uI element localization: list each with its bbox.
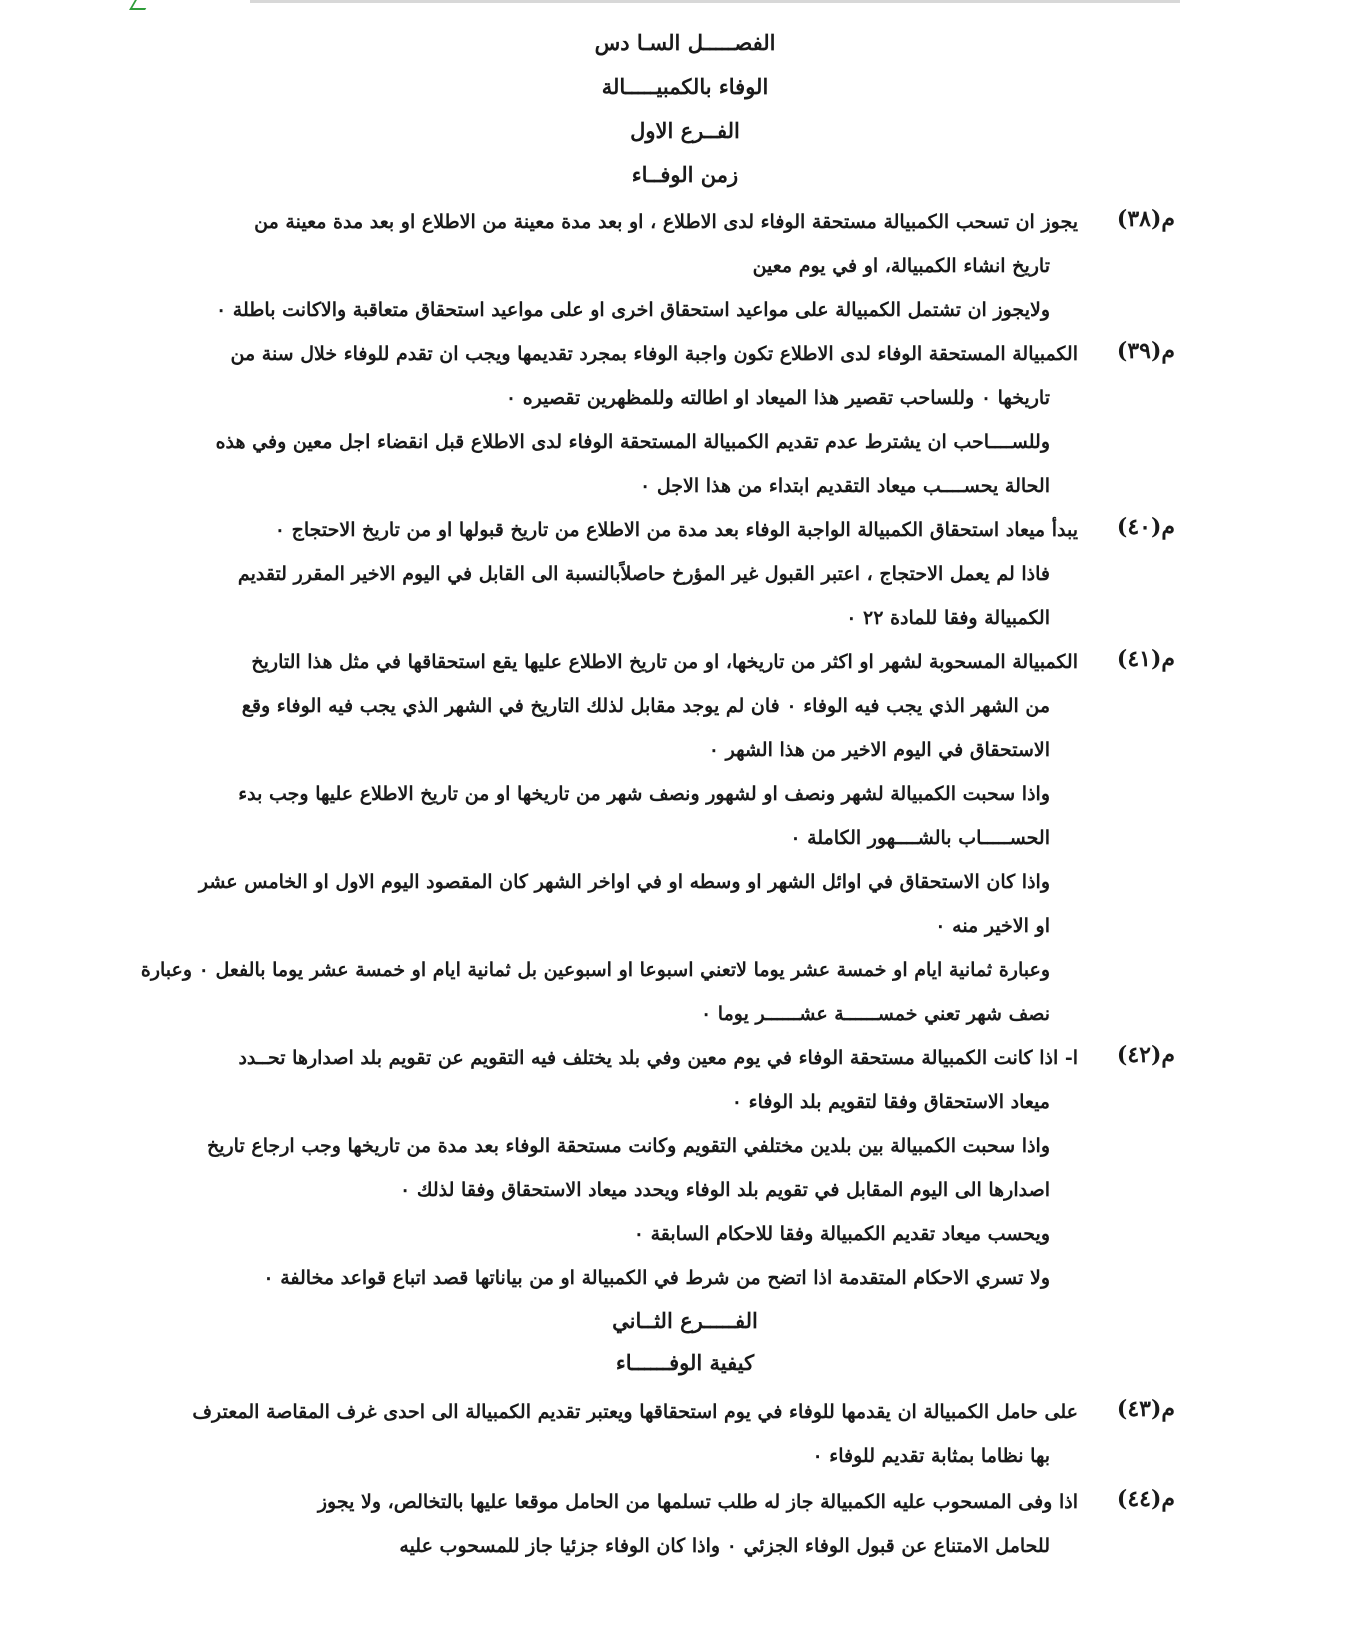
section2-heading: الفـــــرع الثــاني <box>612 1308 758 1333</box>
article-line: الحالة يحســــب ميعاد التقديم ابتداء من هذا الاجل ٠ <box>640 475 1050 497</box>
article-number: م(٤٠) <box>1116 514 1175 540</box>
section2-title: كيفية الوفــــــاء <box>615 1350 755 1375</box>
article-line: واذا سحبت الكمبيالة بين بلدين مختلفي التقويم وكانت مستحقة الوفاء بعد مدة من تاريخها وجب ارجاع تاريخ <box>206 1135 1050 1157</box>
article-line: الكمبيالة المسحوبة لشهر او اكثر من تاريخها، او من تاريخ الاطلاع عليها يقع استحقاقها في مثل هذا التاريخ <box>251 651 1078 673</box>
article-line: الكمبيالة وفقا للمادة ٢٢ ٠ <box>846 607 1050 629</box>
article-number: م(٤٣) <box>1116 1396 1175 1422</box>
section1-title: زمن الوفــاء <box>631 162 739 187</box>
corner-check-mark <box>129 0 151 10</box>
article-line: وللســــاحب ان يشترط عدم تقديم الكمبيالة المستحقة الوفاء لدى الاطلاع قبل انقضاء اجل معين وفي هذه <box>215 431 1050 453</box>
article-number: م(٤٢) <box>1116 1042 1175 1068</box>
article-line: اذا وفى المسحوب عليه الكمبيالة جاز له طلب تسلمها من الحامل موقعا عليها بالتخالص، ولا يجوز <box>317 1491 1078 1513</box>
article-line: للحامل الامتناع عن قبول الوفاء الجزئي ٠ واذا كان الوفاء جزئيا جاز للمسحوب عليه <box>399 1535 1050 1557</box>
article-line: بها نظاما بمثابة تقديم للوفاء ٠ <box>812 1445 1050 1467</box>
article-line: تاريخها ٠ وللساحب تقصير هذا الميعاد او اطالته وللمظهرين تقصيره ٠ <box>505 387 1050 409</box>
article-line: الاستحقاق في اليوم الاخير من هذا الشهر ٠ <box>708 739 1050 761</box>
article-line: يجوز ان تسحب الكمبيالة مستحقة الوفاء لدى الاطلاع ، او بعد مدة معينة من الاطلاع او بعد مدة معينة من <box>254 211 1078 233</box>
page-top-edge <box>250 0 1180 3</box>
article-line: واذا سحبت الكمبيالة لشهر ونصف او لشهور ونصف شهر من تاريخها او من تاريخ الاطلاع عليها وجب بدء <box>238 783 1050 805</box>
article-line: او الاخير منه ٠ <box>935 915 1050 937</box>
article-line: ويحسب ميعاد تقديم الكمبيالة وفقا للاحكام السابقة ٠ <box>633 1223 1050 1245</box>
article-line: على حامل الكمبيالة ان يقدمها للوفاء في يوم استحقاقها ويعتبر تقديم الكمبيالة الى احدى غرف المقاصة المعترف <box>192 1401 1078 1423</box>
article-line: ولايجوز ان تشتمل الكمبيالة على مواعيد استحقاق اخرى او على مواعيد استحقاق متعاقبة والاكانت باطلة ٠ <box>215 299 1050 321</box>
article-line: وعبارة ثمانية ايام او خمسة عشر يوما لاتعني اسبوعا او اسبوعين بل ثمانية ايام او خمسة عشر يوما بالفعل ٠ وعبارة <box>140 959 1050 981</box>
article-number: م(٤١) <box>1116 646 1175 672</box>
article-line: الحســـــاب بالشــــهور الكاملة ٠ <box>790 827 1050 849</box>
article-number: م(٣٨) <box>1116 206 1175 232</box>
article-line: فاذا لم يعمل الاحتجاج ، اعتبر القبول غير المؤرخ حاصلاًبالنسبة الى القابل في اليوم الاخير المقرر لتقديم <box>237 563 1050 585</box>
article-line: ولا تسري الاحكام المتقدمة اذا اتضح من شرط في الكمبيالة او من بياناتها قصد اتباع قواعد مخالفة ٠ <box>263 1267 1050 1289</box>
article-line: اصدارها الى اليوم المقابل في تقويم بلد الوفاء ويحدد ميعاد الاستحقاق وفقا لذلك ٠ <box>400 1179 1050 1201</box>
chapter-title: الوفاء بالكمبيـــــالة <box>601 74 769 99</box>
chapter-heading: الفصـــــل السـا دس <box>594 30 776 55</box>
article-line: ا- اذا كانت الكمبيالة مستحقة الوفاء في يوم معين وفي بلد يختلف فيه التقويم عن تقويم بلد اصدارها تحــدد <box>238 1047 1078 1069</box>
article-line: من الشهر الذي يجب فيه الوفاء ٠ فان لم يوجد مقابل لذلك التاريخ في الشهر الذي يجب فيه الوفاء وقع <box>241 695 1050 717</box>
article-line: يبدأ ميعاد استحقاق الكمبيالة الواجبة الوفاء بعد مدة من الاطلاع من تاريخ قبولها او من تاريخ الاحتجاج ٠ <box>274 519 1078 541</box>
article-line: واذا كان الاستحقاق في اوائل الشهر او وسطه او في اواخر الشهر كان المقصود اليوم الاول او الخامس عشر <box>198 871 1050 893</box>
article-number: م(٣٩) <box>1116 338 1175 364</box>
article-line: ميعاد الاستحقاق وفقا لتقويم بلد الوفاء ٠ <box>731 1091 1050 1113</box>
article-line: تاريخ انشاء الكمبيالة، او في يوم معين <box>752 255 1050 277</box>
article-line: الكمبيالة المستحقة الوفاء لدى الاطلاع تكون واجبة الوفاء بمجرد تقديمها ويجب ان تقدم للوفاء خلال سنة من <box>230 343 1078 365</box>
section1-heading: الفــرع الاول <box>630 118 740 143</box>
article-number: م(٤٤) <box>1116 1486 1175 1512</box>
article-line: نصف شهر تعني خمســــــة عشــــــر يوما ٠ <box>700 1003 1050 1025</box>
